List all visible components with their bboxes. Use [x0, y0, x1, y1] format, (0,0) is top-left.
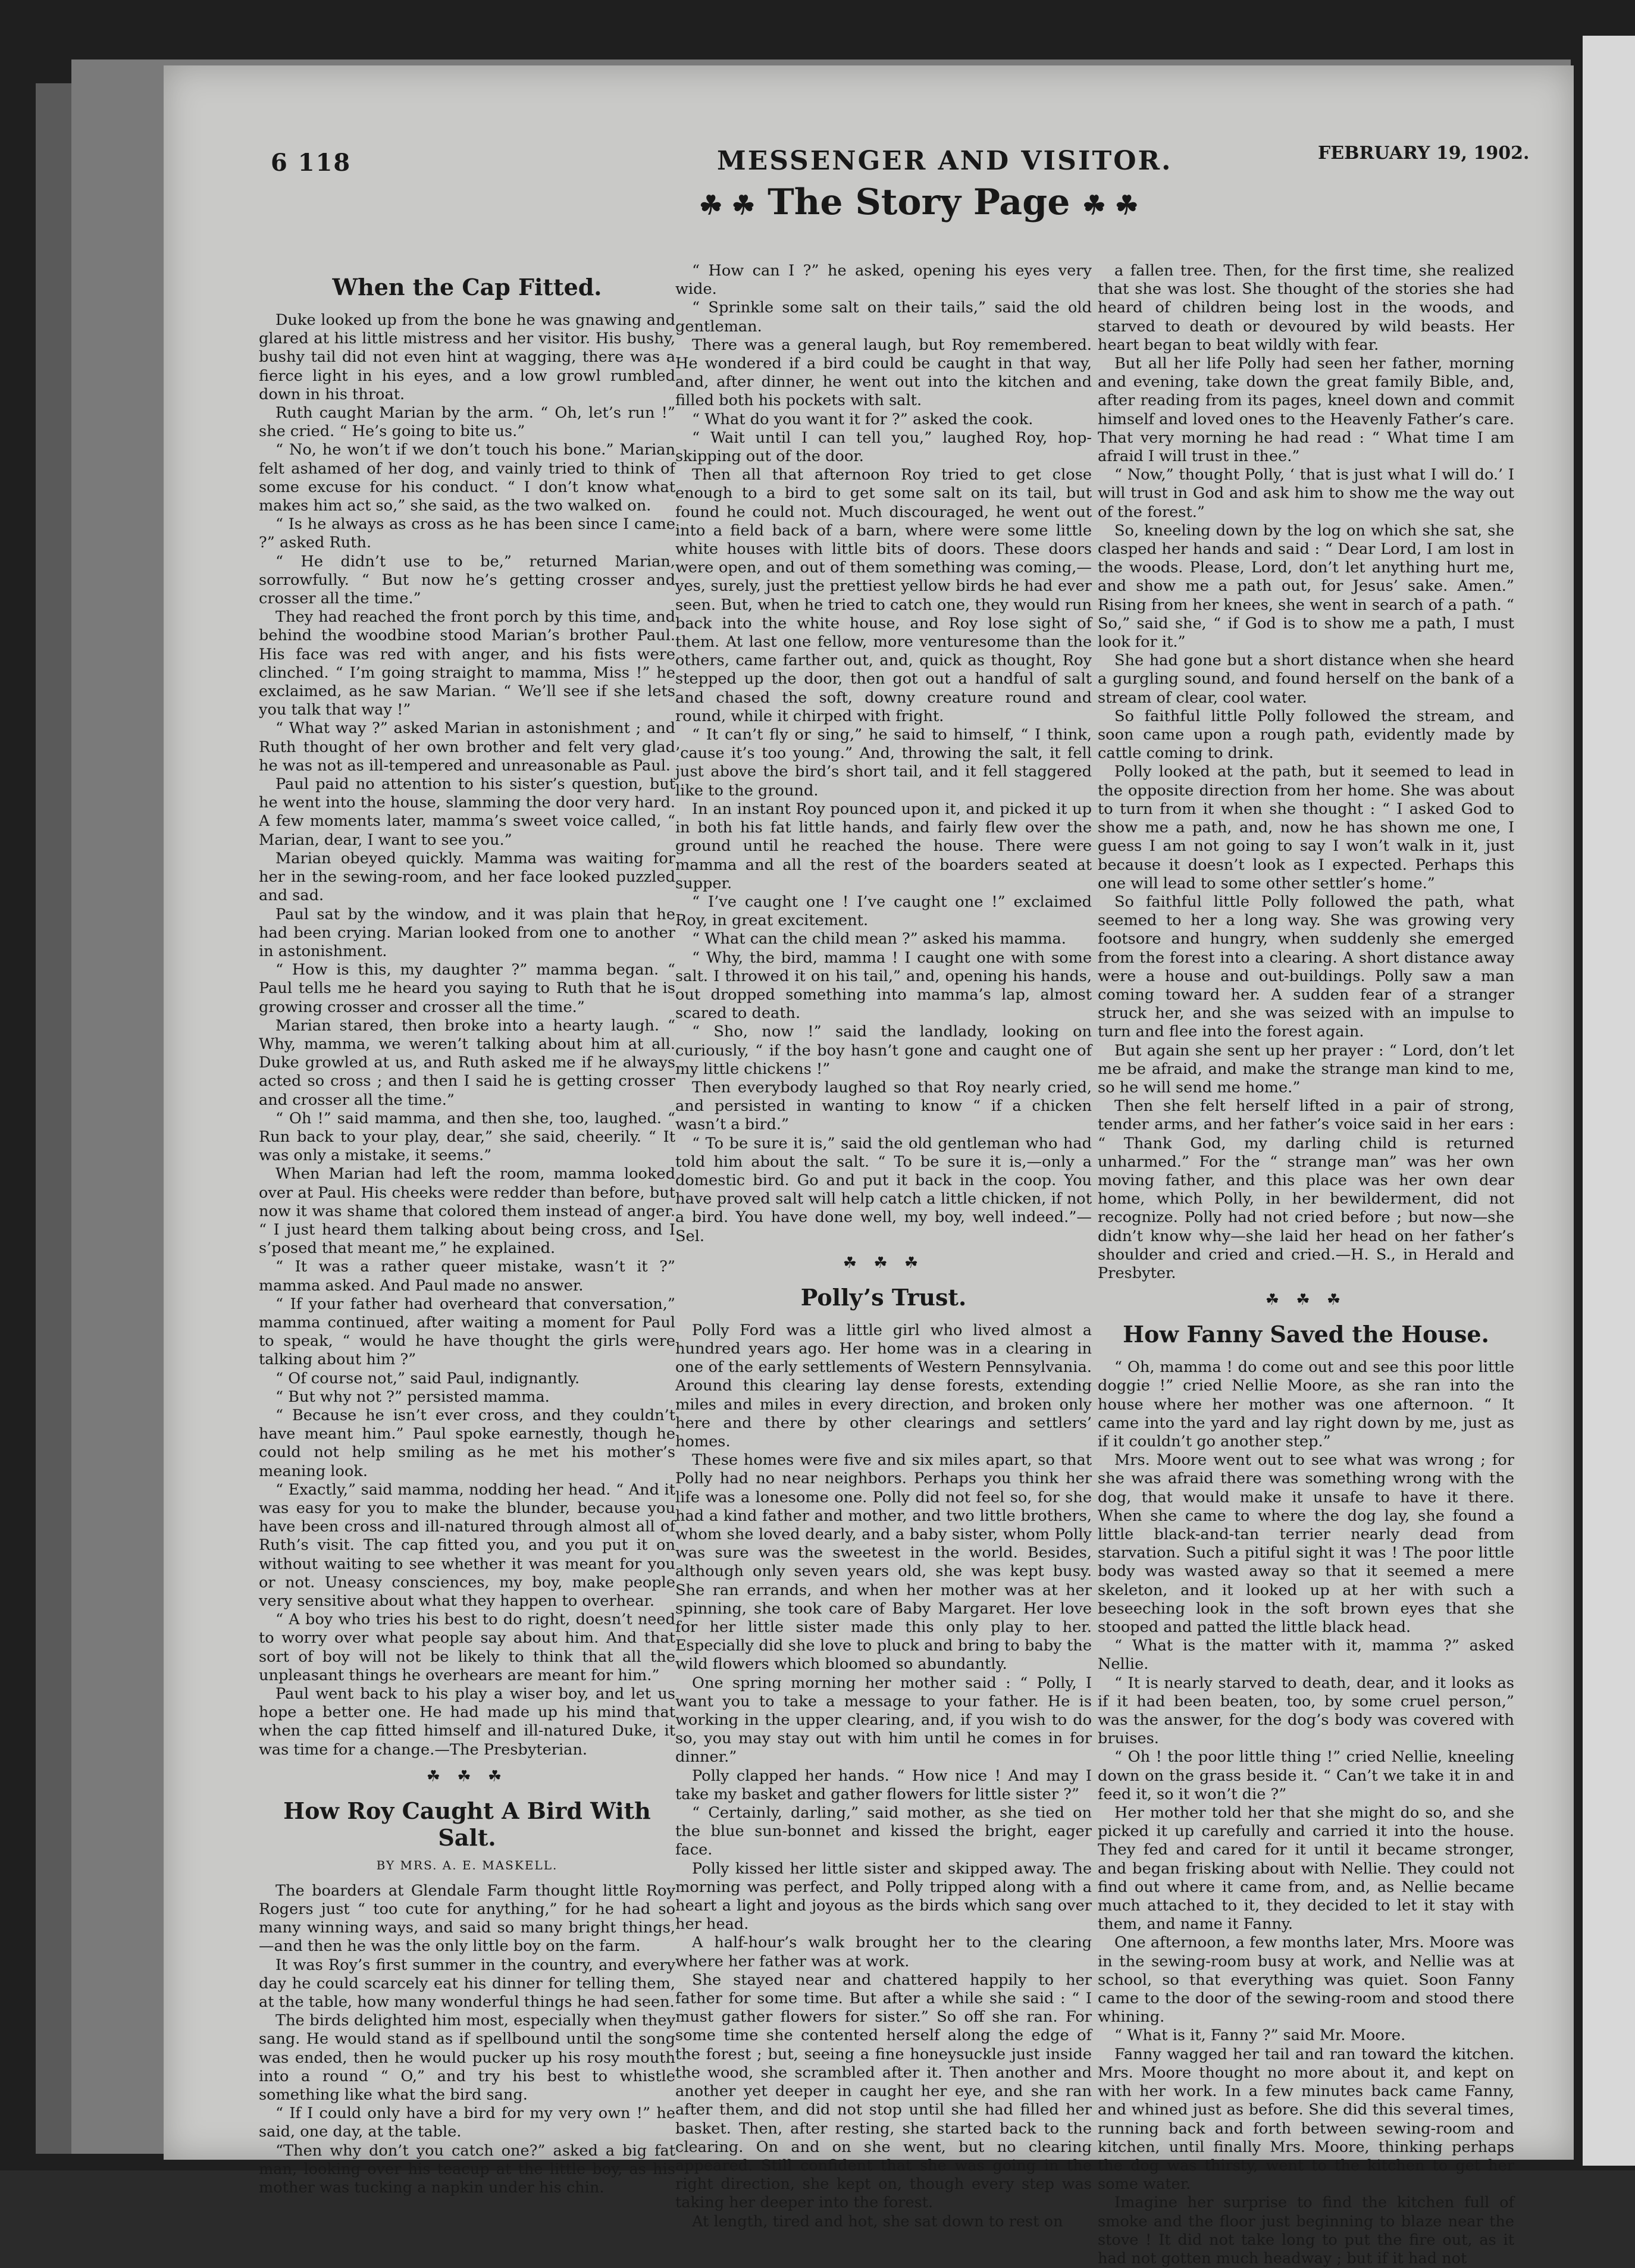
story-body [259, 311, 675, 1759]
paragraph: “ What can the child mean ?” asked his mamma. [692, 930, 1066, 948]
paragraph: “ Because he isn’t ever cross, and they couldn’t have meant him.” Paul spoke earnestly, though he could not help smiling as he met his mother’s meaning look. [259, 1406, 675, 1480]
byline: BY MRS. A. E. MASKELL. [376, 1857, 558, 1872]
paragraph: “ Exactly,” said mamma, nodding her head. “ And it was easy for you to make the blunder, because you have been cross and ill-natured through almost all of Ruth’s visit. The cap fitted you, and you put it on without waiting to see whether it was meant for you or not. Uneasy consciences, my boy, make people very sensitive about what they happen to overhear. [259, 1480, 675, 1611]
paragraph: It was Roy’s first summer in the country, and every day he could scarcely eat his dinner for telling them, at the table, how many wonderful things he had seen. [259, 1956, 675, 2012]
facing-page-edge [1583, 36, 1635, 2166]
paragraph: “ Oh ! the poor little thing !” cried Nellie, kneeling down on the grass beside it. “ Can’t we take it in and feed it, so it won’t die ?” [1098, 1748, 1514, 1803]
paragraph: “ What do you want it for ?” asked the cook. [692, 410, 1033, 428]
paragraph: One afternoon, a few months later, Mrs. Moore was in the sewing-room busy at work, and Nellie was at school, so that everything was quiet. Soon Fanny came to the door of the sewing-room and stood there whining. [1098, 1934, 1514, 2026]
paragraph: “ If your father had overheard that conversation,” mamma continued, after waiting a moment for Paul to speak, “ would he have thought the girls were talking about him ?” [259, 1295, 675, 1369]
paragraph: There was a general laugh, but Roy remembered. He wondered if a bird could be caught in that way, and, after dinner, he went out into the kitchen and filled both his pockets with salt. [675, 336, 1092, 410]
paragraph: These homes were five and six miles apart, so that Polly had no near neighbors. Perhaps you think her life was a lonesome one. Polly did not feel so, for she had a kind father and mother, and two little brothers, whom she loved dearly, and a baby sister, whom Polly was sure was the sweetest in the world. Besides, although only seven years old, she was kept busy. She ran errands, and when her mother was at her spinning, she took care of Baby Margaret. Her love for her little sister made this only play to her. Especially did she love to pluck and bring to baby the wild flowers which bloomed so abundantly. [675, 1451, 1092, 1674]
paragraph: “ What is the matter with it, mamma ?” asked Nellie. [1098, 1637, 1514, 1674]
paragraph: So faithful little Polly followed the stream, and soon came upon a rough path, evidently made by cattle coming to drink. [1098, 707, 1514, 763]
paragraph: “ Why, the bird, mamma ! I caught one with some salt. I throwed it on his tail,” and, opening his hands, out dropped something into mamma’s lap, almost scared to death. [675, 948, 1092, 1023]
paragraph: “ Sho, now !” said the landlady, looking on curiously, “ if the boy hasn’t gone and caught one of my little chickens !” [675, 1023, 1092, 1078]
paragraph: Polly clapped her hands. “ How nice ! And may I take my basket and gather flowers for little sister ?” [675, 1766, 1092, 1803]
story-title: When the Cap Fitted. [332, 274, 602, 300]
divider-ornament-icon: ☘ ☘ ☘ [1265, 1291, 1347, 1310]
paragraph: Fanny wagged her tail and ran toward the kitchen. Mrs. Moore thought no more about it, and kept on with her work. In a few minutes back came Fanny, and whined just as before. She did this several times, running back and forth between sewing-room and kitchen, until finally Mrs. Moore, thinking perhaps the dog was thirsty, went to the kitchen to get her some water. [1098, 2045, 1514, 2194]
paragraph: “ It can’t fly or sing,” he said to himself, “ I think, ’cause it’s too young.” And, throwing the salt, it fell just above the bird’s short tail, and it fell staggered like to the ground. [675, 726, 1092, 800]
paragraph: She had gone but a short distance when she heard a gurgling sound, and found herself on the bank of a stream of clear, cool water. [1098, 651, 1514, 707]
paragraph: Marian obeyed quickly. Mamma was waiting for her in the sewing-room, and her face looked puzzled and sad. [259, 849, 675, 905]
masthead: MESSENGER AND VISITOR. [717, 146, 1173, 176]
paragraph: A half-hour’s walk brought her to the clearing where her father was at work. [675, 1934, 1092, 1971]
issue-date: FEBRUARY 19, 1902. [1318, 143, 1530, 164]
story-body [675, 262, 1092, 1246]
paragraph: She stayed near and chattered happily to her father for some time. But after a while she said : “ I must gather flowers for sister.” So off she ran. For some time she contented herself along the edge of the forest ; but, seeing a fine honeysuckle just inside the wood, she scrambled after it. Then another and another yet deeper in caught her eye, and she ran after them, and did not stop until she had filled her basket. Then, after resting, she started back to the clearing. On and on she went, but no clearing appeared. Still confident that she was going in the right direction, she kept on, though every step was taking her deeper into the forest. [675, 1971, 1092, 2212]
paragraph: But again she sent up her prayer : “ Lord, don’t let me be afraid, and make the strange man kind to me, so he will send me home.” [1098, 1041, 1514, 1097]
paragraph: Her mother told her that she might do so, and she picked it up carefully and carried it into the house. They fed and cared for it until it became stronger, and began frisking about with Nellie. They could not find out where it came from, and, as Nellie became much attached to it, they decided to let it stay with them, and name it Fanny. [1098, 1804, 1514, 1934]
story-body [675, 1321, 1092, 2231]
paragraph: “ To be sure it is,” said the old gentleman who had told him about the salt. “ To be sure it is,—only a domestic bird. Go and put it back in the coop. You have proved salt will help catch a little chicken, if not a bird. You have done well, my boy, well indeed.”—Sel. [675, 1134, 1092, 1245]
paragraph: “ It is nearly starved to death, dear, and it looks as if it had been beaten, too, by some cruel person,” was the answer, for the dog’s body was covered with bruises. [1098, 1674, 1514, 1748]
paragraph: Then all that afternoon Roy tried to get close enough to a bird to get some salt on its tail, but found he could not. Much discouraged, he went out into a field back of a barn, where were some little white houses with little bits of doors. These doors were open, and out of them something was coming,—yes, surely, just the prettiest yellow birds he had ever seen. But, when he tried to catch one, they would run back into the white house, and Roy lose sight of them. At last one fellow, more venturesome than the others, came farther out, and, quick as thought, Roy stepped up the door, then got out a handful of salt and chased the soft, downy creature round and round, while it chirped with fright. [675, 466, 1092, 725]
paragraph: “ If I could only have a bird for my very own !” he said, one day, at the table. [259, 2104, 675, 2141]
paragraph: “ What is it, Fanny ?” said Mr. Moore. [1114, 2026, 1406, 2045]
paragraph: In an instant Roy pounced upon it, and picked it up in both his fat little hands, and fairly flew over the ground until he reached the house. There were mamma and all the rest of the boarders seated at supper. [675, 800, 1092, 892]
newspaper-page [164, 65, 1574, 2267]
paragraph: But all her life Polly had seen her father, morning and evening, take down the great family Bible, and, after reading from its pages, kneel down and commit himself and loved ones to the Heavenly Father’s care. That very morning he had read : “ What time I am afraid I will trust in thee.” [1098, 355, 1514, 466]
page-number: 6 118 [271, 149, 352, 177]
paragraph: “ Is he always as cross as he has been since I came ?” asked Ruth. [259, 515, 675, 552]
story-body [1098, 1358, 1514, 2268]
divider-ornament-icon: ☘ ☘ ☘ [842, 1254, 925, 1272]
story-title: Polly’s Trust. [800, 1283, 967, 1311]
paragraph: “Then why don’t you catch one?” asked a big fat man, looking over his teacup at the little boy, as his mother was tucking a napkin under his chin. [259, 2141, 675, 2197]
paragraph: One spring morning her mother said : “ Polly, I want you to take a message to your father. He is working in the upper clearing, and, if you wish to do so, you may stay out with him until he comes in for dinner.” [675, 1674, 1092, 1766]
paragraph: Paul sat by the window, and it was plain that he had been crying. Marian looked from one to another in astonishment. [259, 905, 675, 960]
column-1 [259, 262, 675, 2197]
story-body [259, 1882, 675, 2197]
paragraph: “ How is this, my daughter ?” mamma began. “ Paul tells me he heard you saying to Ruth that he is growing crosser and crosser all the time.” [259, 961, 675, 1016]
clover-ornament-icon: ☘ ☘ [1082, 190, 1139, 221]
paragraph: Marian stared, then broke into a hearty laugh. “ Why, mamma, we weren’t talking about him at all. Duke growled at us, and Ruth asked me if he always acted so cross ; and then I said he is getting crosser and crosser all the time.” [259, 1016, 675, 1109]
paragraph: The boarders at Glendale Farm thought little Roy Rogers just “ too cute for anything,” for he had so many winning ways, and said so many bright things,—and then he was the only little boy on the farm. [259, 1881, 675, 1956]
paragraph: Then she felt herself lifted in a pair of strong, tender arms, and her father’s voice said in her ears : “ Thank God, my darling child is returned unharmed.” For the “ strange man” was her own moving father, and this place was her own dear home, which Polly, in her bewilderment, did not recognize. Polly had not cried before ; but now—she didn’t know why—she laid her head on her father’s shoulder and cried and cried.—H. S., in Herald and Presbyter. [1098, 1097, 1514, 1282]
paragraph: When Marian had left the room, mamma looked over at Paul. His cheeks were redder than before, but now it was shame that colored them instead of anger. “ I just heard them talking about being cross, and I s’posed that meant me,” he explained. [259, 1165, 675, 1258]
paragraph: “ But why not ?” persisted mamma. [275, 1387, 550, 1406]
column-2 [675, 262, 1092, 2231]
paragraph: “ Oh, mamma ! do come out and see this poor little doggie !” cried Nellie Moore, as she ran into the house where her mother was one afternoon. “ It came into the yard and lay right down by me, just as if it couldn’t go another step.” [1098, 1358, 1514, 1451]
paragraph: “ A boy who tries his best to do right, doesn’t need to worry over what people say about him. And that sort of boy will not be likely to think that all the unpleasant things he overhears are meant for him.” [259, 1611, 675, 1684]
paragraph: “ Sprinkle some salt on their tails,” said the old gentleman. [675, 299, 1092, 336]
section-title-text: The Story Page [768, 181, 1070, 223]
paragraph: Polly kissed her little sister and skipped away. The morning was perfect, and Polly tripped along with a heart a light and joyous as the birds which sang over her head. [675, 1859, 1092, 1934]
paragraph: At length, tired and hot, she sat down to rest on [692, 2212, 1063, 2231]
paragraph: Polly looked at the path, but it seemed to lead in the opposite direction from her home. She was about to turn from it when she thought : “ I asked God to show me a path, and, now he has shown me one, I guess I am not going to say I won’t walk in it, just because it doesn’t look as I expected. Perhaps this one will lead to some other settler’s home.” [1098, 763, 1514, 892]
paragraph: “ I’ve caught one ! I’ve caught one !” exclaimed Roy, in great excitement. [675, 892, 1092, 930]
column-3 [1098, 262, 1514, 2268]
paragraph: “ How can I ?” he asked, opening his eyes very wide. [675, 262, 1092, 299]
paragraph: Imagine her surprise to find the kitchen full of smoke and the floor just beginning to blaze near the stove ! It did not take long to put the fire out, as it had not gotten much headway ; but if it had not [1098, 2194, 1514, 2267]
story-body [1098, 262, 1514, 1283]
paragraph: “ Of course not,” said Paul, indignantly. [275, 1369, 580, 1387]
paragraph: Polly Ford was a little girl who lived almost a hundred years ago. Her home was in a clearing in one of the early settlements of Western Pennsylvania. Around this clearing lay dense forests, extending miles and miles in every direction, and broken only here and there by other clearings and settlers’ homes. [675, 1321, 1092, 1451]
paragraph: a fallen tree. Then, for the first time, she realized that she was lost. She thought of the stories she had heard of children being lost in the woods, and starved to death or devoured by wild beasts. Her heart began to beat wildly with fear. [1098, 262, 1514, 354]
paragraph: “ Wait until I can tell you,” laughed Roy, hop-skipping out of the door. [675, 428, 1092, 466]
paragraph: “ What way ?” asked Marian in astonishment ; and Ruth thought of her own brother and felt very glad he was not as ill-tempered and unreasonable as Paul. [259, 719, 675, 775]
paragraph: Mrs. Moore went out to see what was wrong ; for she was afraid there was something wrong with the dog, that would make it unsafe to have it there. When she came to where the dog lay, she found a little black-and-tan terrier nearly dead from starvation. Such a pitiful sight it was ! The poor little body was wasted away so that it seemed a mere skeleton, and it looked up at her with such a beseeching look in the soft brown eyes that she stooped and patted the little black head. [1098, 1451, 1514, 1637]
paragraph: Paul paid no attention to his sister’s question, but he went into the house, slamming the door very hard. A few moments later, mamma’s sweet voice called, “ Marian, dear, I want to see you.” [259, 775, 675, 849]
clover-ornament-icon: ☘ ☘ [699, 190, 756, 221]
paragraph: “ It was a rather queer mistake, wasn’t it ?” mamma asked. And Paul made no answer. [259, 1258, 675, 1295]
paragraph: “ No, he won’t if we don’t touch his bone.” Marian felt ashamed of her dog, and vainly tried to think of some excuse for his conduct. “ I don’t know what makes him act so,” she said, as the two walked on. [259, 441, 675, 515]
paragraph: The birds delighted him most, especially when they sang. He would stand as if spellbound until the song was ended, then he would pucker up his rosy mouth into a round “ O,” and try his best to whistle something like what the bird sang. [259, 2012, 675, 2104]
paragraph: Duke looked up from the bone he was gnawing and glared at his little mistress and her visitor. His bushy, bushy tail did not even hint at wagging, there was a fierce light in his eyes, and a low growl rumbled down in his throat. [259, 311, 675, 403]
paragraph: So, kneeling down by the log on which she sat, she clasped her hands and said : “ Dear Lord, I am lost in the woods. Please, Lord, don’t let anything hurt me, and show me a path out, for Jesus’ sake. Amen.” Rising from her knees, she went in search of a path. “ So,” said she, “ if God is to show me a path, I must look for it.” [1098, 521, 1514, 651]
story-title: How Fanny Saved the House. [1123, 1321, 1489, 1348]
story-title: How Roy Caught A Bird With Salt. [283, 1797, 651, 1851]
paragraph: “ Oh !” said mamma, and then she, too, laughed. “ Run back to your play, dear,” she said, cheerily. “ It was only a mistake, it seems.” [259, 1109, 675, 1165]
paragraph: Paul went back to his play a wiser boy, and let us hope a better one. He had made up his mind that when the cap fitted himself and ill-natured Duke, it was time for a change.—The Presbyterian. [259, 1685, 675, 1759]
paragraph: Then everybody laughed so that Roy nearly cried, and persisted in wanting to know “ if a chicken wasn’t a bird.” [675, 1078, 1092, 1134]
paragraph: Ruth caught Marian by the arm. “ Oh, let’s run !” she cried. “ He’s going to bite us.” [259, 404, 675, 441]
paragraph: “ He didn’t use to be,” returned Marian, sorrowfully. “ But now he’s getting crosser and crosser all the time.” [259, 552, 675, 608]
paragraph: “ Now,” thought Polly, ‘ that is just what I will do.’ I will trust in God and ask him to show me the way out of the forest.” [1098, 466, 1514, 521]
divider-ornament-icon: ☘ ☘ ☘ [426, 1767, 508, 1785]
paragraph: They had reached the front porch by this time, and behind the woodbine stood Marian’s brother Paul. His face was red with anger, and his fists were clinched. “ I’m going straight to mamma, Miss !” he exclaimed, as he saw Marian. “ We’ll see if she lets you talk that way !” [259, 608, 675, 719]
paragraph: “ Certainly, darling,” said mother, as she tied on the blue sun-bonnet and kissed the bright, eager face. [675, 1804, 1092, 1859]
section-title [699, 181, 1139, 223]
paragraph: So faithful little Polly followed the path, what seemed to her a long way. She was growing very footsore and hungry, when suddenly she emerged from the forest into a clearing. A short distance away were a house and out-buildings. Polly saw a man coming toward her. A sudden fear of a stranger struck her, and she was seized with an impulse to turn and flee into the forest again. [1098, 892, 1514, 1041]
